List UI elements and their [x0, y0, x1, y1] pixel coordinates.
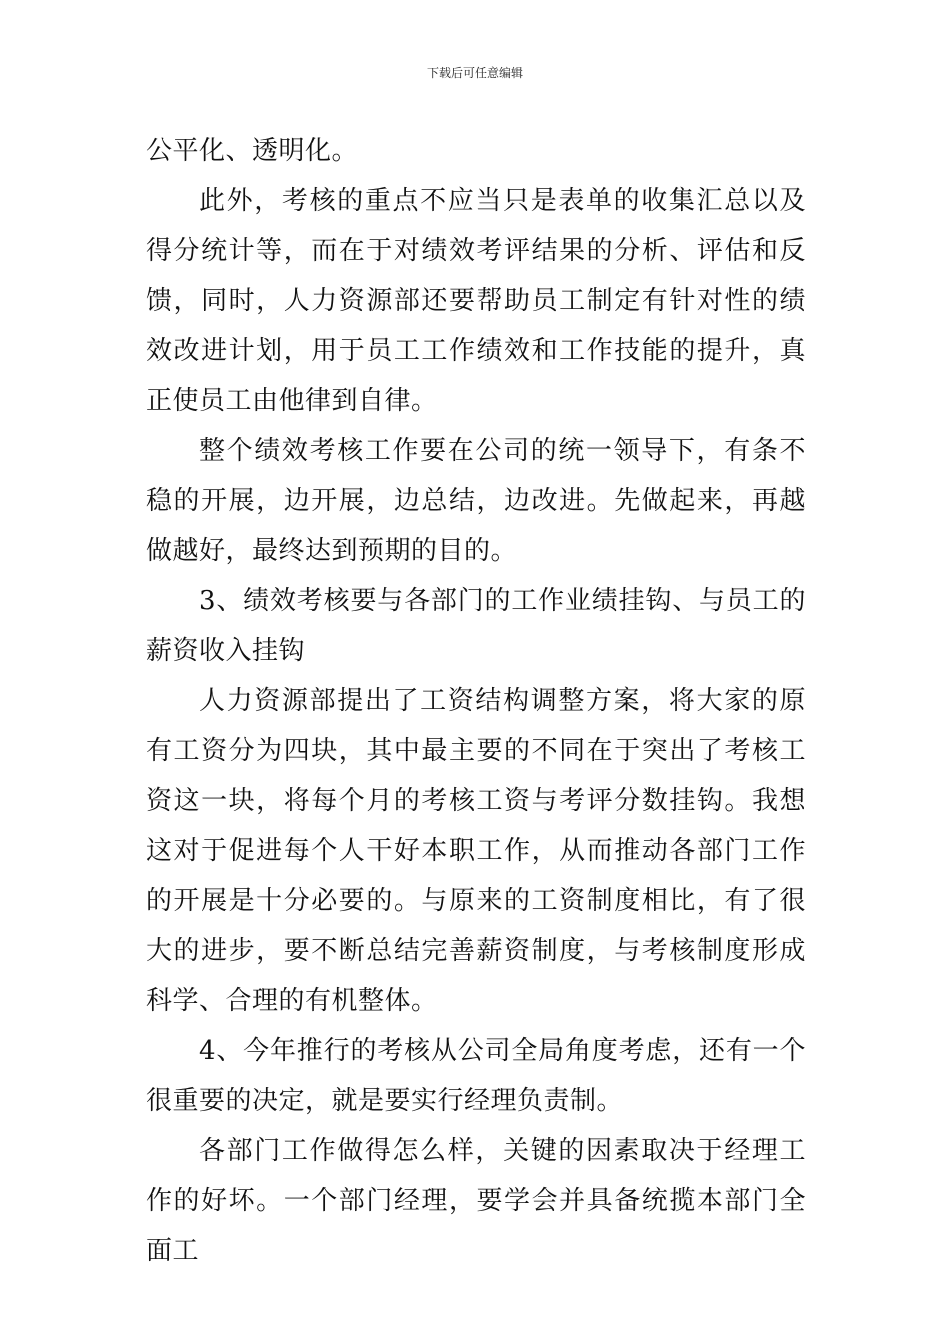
document-body	[146, 126, 806, 1276]
paragraph-6-heading: 4、今年推行的考核从公司全局角度考虑，还有一个很重要的决定，就是要实行经理负责制。	[146, 1036, 806, 1116]
paragraph-4-heading: 3、绩效考核要与各部门的工作业绩挂钩、与员工的薪资收入挂钩	[146, 586, 806, 666]
paragraph-3: 整个绩效考核工作要在公司的统一领导下，有条不稳的开展，边开展，边总结，边改进。先做起来，再越做越好，最终达到预期的目的。	[146, 436, 806, 566]
paragraph-2: 此外，考核的重点不应当只是表单的收集汇总以及得分统计等，而在于对绩效考评结果的分析、评估和反馈，同时，人力资源部还要帮助员工制定有针对性的绩效改进计划，用于员工工作绩效和工作技能的提升，真正使员工由他律到自律。	[146, 186, 806, 416]
page-header: 下载后可任意编辑	[426, 66, 523, 80]
paragraph-5: 人力资源部提出了工资结构调整方案，将大家的原有工资分为四块，其中最主要的不同在于突出了考核工资这一块，将每个月的考核工资与考评分数挂钩。我想这对于促进每个人干好本职工作，从而推动各部门工作的开展是十分必要的。与原来的工资制度相比，有了很大的进步，要不断总结完善薪资制度，与考核制度形成科学、合理的有机整体。	[146, 686, 806, 1016]
paragraph-1: 公平化、透明化。	[146, 136, 359, 166]
paragraph-7: 各部门工作做得怎么样，关键的因素取决于经理工作的好坏。一个部门经理，要学会并具备统揽本部门全面工	[146, 1136, 806, 1266]
